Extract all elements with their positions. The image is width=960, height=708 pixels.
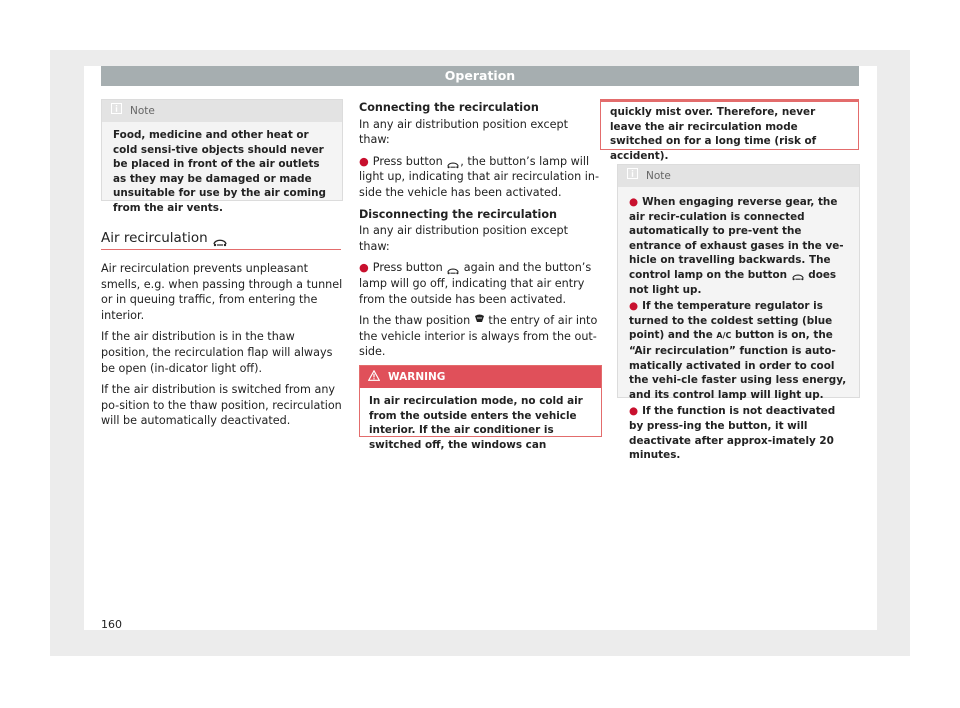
warning-triangle-icon [368, 366, 380, 388]
note-bullet-text: button is on, the “Air recirculation” function is auto-matically activated in order to cool the vehi-cle faster using less energy, and its control lamp will light up. [629, 329, 847, 401]
connect-bullet [359, 154, 601, 201]
thaw-paragraph [359, 313, 601, 360]
disconnect-intro: In any air distribution position except thaw: [359, 224, 569, 253]
bullet-icon: ● [359, 261, 369, 275]
page-number: 160 [101, 618, 122, 631]
note-bullet-text: does not light up. [629, 268, 837, 296]
bullet-icon: ● [359, 154, 369, 168]
disconnect-heading: Disconnecting the recirculation [359, 207, 557, 221]
note-header [618, 165, 859, 187]
warning-continued-text: quickly mist over. Therefore, never leave the air recirculation mode switched on for a long time (risk of accident). [610, 106, 817, 162]
ac-button-label: A/C [716, 331, 732, 341]
note-body [618, 187, 859, 473]
note-box-right [617, 164, 860, 462]
bullet-text: Press button [372, 154, 443, 168]
disconnect-bullet [359, 260, 601, 307]
section-title-text: Air recirculation [101, 230, 208, 246]
note-bullet [629, 404, 850, 462]
info-icon [111, 100, 122, 122]
connect-heading: Connecting the recirculation [359, 101, 539, 114]
note-header [102, 100, 342, 122]
thaw-text: In the thaw position [359, 314, 471, 328]
paragraph: If the air distribution is in the thaw position, the recirculation flap will always be open (in-dicator light off). [101, 330, 333, 375]
note-bullet-text: When engaging reverse gear, the air recir-culation is connected automatically to pre-vent the entrance of exhaust gases in the ve-hicle on travelling backwards. The control lamp on the button [629, 196, 844, 281]
note-bullet [629, 195, 850, 297]
bullet-icon: ● [629, 196, 639, 208]
recirculation-icon [446, 158, 460, 166]
warning-box [359, 365, 602, 451]
bullet-icon: ● [629, 405, 639, 418]
warning-continued-box [600, 99, 859, 162]
warning-text: In air recirculation mode, no cold air from the outside enters the vehicle interior. If the air conditioner is switched off, the windows can [369, 395, 583, 451]
note-bullet [629, 299, 850, 402]
warning-header [360, 366, 601, 388]
recirculation-icon [212, 234, 226, 242]
recirculation-icon [791, 271, 805, 279]
paragraph: Air recirculation prevents unpleasant smells, e.g. when passing through a tunnel or in queuing traffic, from entering the interior. [101, 262, 343, 322]
bullet-icon: ● [629, 300, 639, 313]
section-header: Operation [101, 66, 859, 86]
note-bullet-text: If the temperature regulator is turned to the coldest setting (blue point) and the [629, 300, 833, 342]
thaw-text: the entry of air into the vehicle interior is always from the out-side. [359, 314, 598, 359]
section-title [101, 229, 341, 250]
thaw-icon [474, 314, 485, 327]
note-bullet-text: If the function is not deactivated by press-ing the button, it will deactivate after approx-imately 20 minutes. [629, 405, 836, 462]
info-icon [627, 165, 638, 187]
note-label: Note [130, 105, 155, 117]
note-box-left [101, 99, 343, 214]
note-text: Food, medicine and other heat or cold sensi-tive objects should never be placed in front of the air outlets as they may be damaged or made unsuitable for use by the air coming from the air vents. [113, 129, 326, 214]
recirculation-icon [446, 264, 460, 272]
note-label: Note [646, 170, 671, 182]
paragraph: If the air distribution is switched from any po-sition to the thaw position, recirculation will be automatically deactivated. [101, 383, 342, 428]
middle-column [359, 100, 601, 366]
warning-label: WARNING [388, 371, 446, 383]
bullet-text: Press button [372, 261, 443, 275]
left-column [101, 261, 343, 435]
bullet-text: again and the button’s lamp will go off, indicating that air entry from the outside has been activated. [359, 261, 592, 306]
bullet-text: , the button’s lamp will light up, indicating that air recirculation in-side the vehicle has been activated. [359, 154, 599, 199]
connect-intro: In any air distribution position except thaw: [359, 117, 569, 147]
